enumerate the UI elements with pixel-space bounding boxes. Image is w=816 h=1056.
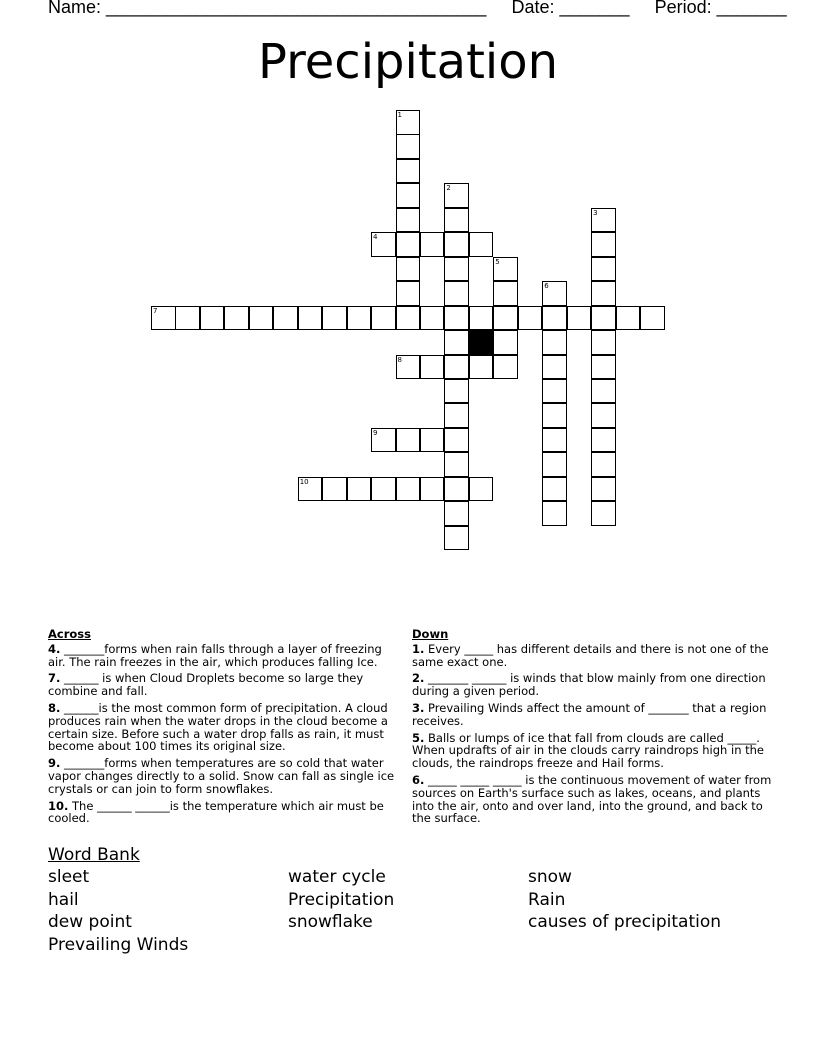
grid-cell[interactable]: [396, 257, 421, 282]
grid-cell[interactable]: [542, 355, 567, 380]
grid-cell[interactable]: [420, 232, 445, 257]
clue-number: 7: [153, 306, 158, 315]
grid-cell[interactable]: [542, 452, 567, 477]
period-field[interactable]: Period: _______: [654, 0, 787, 17]
grid-cell[interactable]: [444, 306, 469, 331]
grid-cell[interactable]: [493, 330, 518, 355]
clue-number: 9: [373, 428, 378, 437]
grid-cell[interactable]: [542, 281, 567, 306]
grid-cell[interactable]: [249, 306, 274, 331]
clue-text: Balls or lumps of ice that fall from clouds are called _____. When updrafts of air in the clouds carry raindrops high in the clouds, the raindrops freeze and Hail forms.: [412, 730, 765, 771]
grid-cell[interactable]: [444, 208, 469, 233]
clue-text: ______is the most common form of precipitation. A cloud produces rain when the water drops in the cloud become a certain size. Before such a water drop falls as rain, it must become about 100 times its original size.: [48, 700, 388, 754]
grid-cell[interactable]: [420, 306, 445, 331]
grid-cell[interactable]: [444, 403, 469, 428]
grid-cell[interactable]: [542, 477, 567, 502]
grid-cell[interactable]: [371, 428, 396, 453]
word-bank-item: Rain: [528, 889, 566, 910]
clue: [412, 774, 772, 825]
grid-cell[interactable]: [567, 306, 592, 331]
clue: [412, 643, 772, 669]
grid-cell[interactable]: [396, 477, 421, 502]
grid-cell[interactable]: [444, 428, 469, 453]
clue: [48, 643, 398, 669]
clue-number: 2: [446, 184, 451, 193]
word-bank-item: Precipitation: [288, 889, 395, 910]
grid-cell[interactable]: [396, 232, 421, 257]
word-bank-item: water cycle: [288, 867, 386, 887]
grid-cell[interactable]: [469, 355, 494, 380]
grid-cell[interactable]: [444, 257, 469, 282]
grid-cell[interactable]: [322, 477, 347, 502]
grid-cell[interactable]: [444, 452, 469, 477]
grid-cell[interactable]: [591, 501, 616, 526]
grid-cell[interactable]: [420, 355, 445, 380]
clue-number: 6: [544, 282, 549, 291]
grid-cell[interactable]: [542, 330, 567, 355]
grid-cell[interactable]: [273, 306, 298, 331]
grid-cell[interactable]: [591, 330, 616, 355]
clue-num: 2.: [412, 671, 425, 686]
clue-number: 8: [397, 355, 402, 364]
clue: [48, 757, 398, 795]
clue-num: 5.: [412, 730, 425, 745]
grid-cell[interactable]: [396, 428, 421, 453]
clue-text: _____ _____ _____ is the continuous movement of water from sources on Earth's surface such as lakes, oceans, and plants into the air, onto and over land, into the ground, and back to the surface.: [412, 772, 772, 826]
grid-cell[interactable]: [591, 477, 616, 502]
clue-num: 6.: [412, 772, 425, 787]
grid-cell[interactable]: [591, 403, 616, 428]
grid-cell[interactable]: [396, 208, 421, 233]
clue-num: 10.: [48, 798, 69, 813]
clue-number: 5: [495, 257, 500, 266]
name-field[interactable]: Name: ______________________________________: [48, 0, 487, 17]
grid-cell[interactable]: [444, 281, 469, 306]
grid-cell[interactable]: [396, 110, 421, 135]
word-bank-item: snowflake: [288, 912, 373, 932]
grid-cell[interactable]: [151, 306, 176, 331]
clue: [48, 800, 398, 826]
grid-cell[interactable]: [396, 355, 421, 380]
grid-cell[interactable]: [591, 379, 616, 404]
grid-cell[interactable]: [591, 281, 616, 306]
grid-cell[interactable]: [371, 477, 396, 502]
clue-num: 4.: [48, 641, 61, 656]
down-heading: Down: [412, 627, 449, 641]
clue-text: _______ ______ is winds that blow mainly from one direction during a given period.: [412, 671, 766, 699]
grid-cell[interactable]: [298, 306, 323, 331]
grid-cell[interactable]: [444, 477, 469, 502]
grid-cell[interactable]: [616, 306, 641, 331]
clue-num: 9.: [48, 756, 61, 771]
clue-number: 4: [373, 233, 378, 242]
grid-cell[interactable]: [420, 477, 445, 502]
grid-cell[interactable]: [542, 428, 567, 453]
page-title: Precipitation: [257, 34, 559, 90]
date-field[interactable]: Date: _______: [511, 0, 630, 17]
block-cell: [469, 330, 494, 355]
clue: [48, 702, 398, 753]
clue-text: ______ is when Cloud Droplets become so large they combine and fall.: [48, 671, 364, 699]
grid-cell[interactable]: [396, 306, 421, 331]
grid-cell[interactable]: [322, 306, 347, 331]
clue-text: _______forms when rain falls through a layer of freezing air. The rain freezes in the air, which produces falling Ice.: [48, 641, 382, 669]
grid-cell[interactable]: [542, 379, 567, 404]
grid-cell[interactable]: [591, 306, 616, 331]
clue: [48, 672, 398, 698]
grid-cell[interactable]: [396, 281, 421, 306]
grid-cell[interactable]: [493, 355, 518, 380]
clue-num: 1.: [412, 641, 425, 656]
clue-number: 10: [299, 477, 309, 486]
grid-cell[interactable]: [469, 232, 494, 257]
clue-text: _______forms when temperatures are so cold that water vapor changes directly to a solid. Snow can fall as single ice crystals or can join to form snowflakes.: [48, 756, 395, 796]
clue-number: 1: [397, 111, 402, 119]
word-bank-item: causes of precipitation: [528, 912, 722, 932]
grid-cell[interactable]: [469, 306, 494, 331]
grid-cell[interactable]: [591, 355, 616, 380]
clue-text: The ______ ______is the temperature which air must be cooled.: [48, 798, 384, 826]
grid-cell[interactable]: [444, 330, 469, 355]
grid-cell[interactable]: [175, 306, 200, 331]
word-bank-item: hail: [48, 889, 79, 910]
grid-cell[interactable]: [347, 477, 372, 502]
word-bank-title: Word Bank: [48, 845, 140, 865]
grid-cell[interactable]: [396, 159, 421, 184]
grid-cell[interactable]: [444, 379, 469, 404]
grid-cell[interactable]: [591, 452, 616, 477]
grid-cell[interactable]: [469, 477, 494, 502]
grid-cell[interactable]: [371, 306, 396, 331]
grid-cell[interactable]: [396, 183, 421, 208]
grid-cell[interactable]: [591, 232, 616, 257]
word-bank-item: sleet: [48, 867, 90, 887]
grid-cell[interactable]: [444, 355, 469, 380]
grid-cell[interactable]: [200, 306, 225, 331]
clue: [412, 702, 772, 728]
grid-cell[interactable]: [591, 428, 616, 453]
grid-cell[interactable]: [444, 501, 469, 526]
grid-cell[interactable]: [371, 232, 396, 257]
grid-cell[interactable]: [493, 306, 518, 331]
clue-num: 3.: [412, 700, 425, 715]
grid-cell[interactable]: [298, 477, 323, 502]
grid-cell[interactable]: [518, 306, 543, 331]
grid-cell[interactable]: [591, 208, 616, 233]
grid-cell[interactable]: [493, 257, 518, 282]
clue-text: Prevailing Winds affect the amount of _______ that a region receives.: [412, 700, 767, 728]
grid-cell[interactable]: [444, 232, 469, 257]
grid-cell[interactable]: [347, 306, 372, 331]
clue: [412, 732, 772, 770]
grid-cell[interactable]: [640, 306, 665, 331]
word-bank-item: dew point: [48, 912, 132, 932]
grid-cell[interactable]: [542, 306, 567, 331]
clue-num: 8.: [48, 700, 61, 715]
grid-cell[interactable]: [444, 183, 469, 208]
grid-cell[interactable]: [420, 428, 445, 453]
word-bank-item: snow: [528, 867, 572, 887]
down-clues: [412, 628, 772, 829]
across-clues: [48, 628, 398, 829]
clue: [412, 672, 772, 698]
grid-cell[interactable]: [591, 257, 616, 282]
grid-cell[interactable]: [444, 526, 469, 551]
across-heading: Across: [48, 627, 91, 641]
clue-text: Every _____ has different details and there is not one of the same exact one.: [412, 641, 769, 669]
grid-cell[interactable]: [396, 134, 421, 159]
word-bank-item: Prevailing Winds: [48, 934, 189, 955]
grid-cell[interactable]: [493, 281, 518, 306]
clue-number: 3: [593, 208, 598, 217]
grid-cell[interactable]: [542, 501, 567, 526]
grid-cell[interactable]: [542, 403, 567, 428]
grid-cell[interactable]: [224, 306, 249, 331]
clue-num: 7.: [48, 671, 61, 686]
